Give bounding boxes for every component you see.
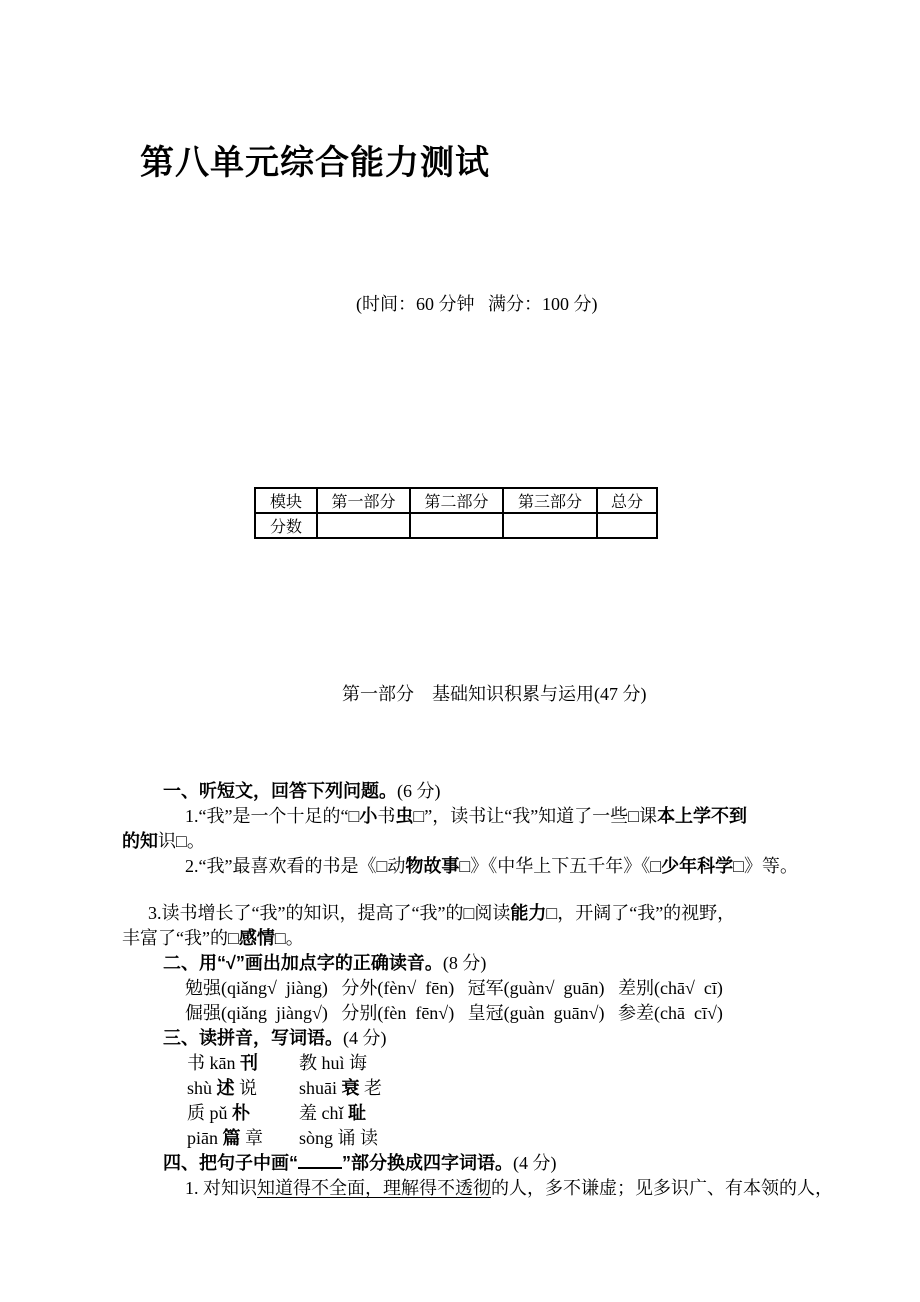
text-run: 1.“我”是一个十足的“□ bbox=[185, 806, 360, 826]
page-title: 第八单元综合能力测试 bbox=[140, 145, 490, 182]
text-run: 的知 bbox=[122, 831, 158, 851]
text-run: 二、用“√”画出加点字的正确读音。 bbox=[163, 953, 443, 973]
text-run: 教 huì 诲 bbox=[299, 1053, 368, 1073]
text-run: 能力 bbox=[510, 903, 547, 923]
text-run: (8 分) bbox=[442, 953, 487, 973]
body-line bbox=[163, 1026, 822, 1051]
text-run: (6 分) bbox=[397, 781, 441, 801]
text-run: 三、读拼音，写词语。 bbox=[163, 1028, 343, 1048]
text-run: 书 kān bbox=[187, 1053, 240, 1073]
text-run: 识□。 bbox=[158, 831, 205, 851]
body-line bbox=[163, 951, 822, 976]
score-cell bbox=[503, 513, 597, 538]
pinyin-column-1 bbox=[187, 1126, 299, 1151]
score-cell bbox=[597, 513, 657, 538]
blank-underline bbox=[298, 1151, 342, 1169]
score-table bbox=[254, 487, 658, 539]
text-run: 耻 bbox=[348, 1103, 366, 1123]
text-run: 2.“我”最喜欢看的书是《□动 bbox=[185, 856, 406, 876]
text-run: 羞 chǐ bbox=[299, 1103, 348, 1123]
pinyin-column-2 bbox=[299, 1101, 366, 1126]
text-run: shuāi bbox=[299, 1078, 342, 1098]
section-heading: 第一部分 基础知识积累与运用(47 分) bbox=[342, 684, 647, 704]
body-line bbox=[122, 926, 822, 951]
text-run: 丰富了“我”的□ bbox=[122, 928, 239, 948]
text-run: 小 bbox=[359, 806, 378, 826]
body-text bbox=[122, 779, 833, 1201]
text-run: piān bbox=[187, 1128, 223, 1148]
text-run: 述 bbox=[216, 1078, 235, 1098]
body-line bbox=[163, 779, 822, 804]
text-run: □”，读书让“我”知道了一些□课 bbox=[413, 806, 658, 826]
body-line bbox=[187, 1051, 822, 1076]
body-line bbox=[148, 901, 822, 926]
text-run: 感情 bbox=[238, 928, 275, 948]
text-run: 朴 bbox=[232, 1103, 250, 1123]
pinyin-column-1 bbox=[187, 1076, 299, 1101]
time-score-line: (时间：60 分钟 满分：100 分) bbox=[356, 294, 598, 314]
text-run: 本上学不到 bbox=[657, 806, 748, 826]
body-line bbox=[185, 1001, 822, 1026]
body-line bbox=[187, 1076, 822, 1101]
text-run: 篇 bbox=[222, 1128, 241, 1148]
body-line bbox=[185, 976, 822, 1001]
text-run: □。 bbox=[274, 928, 304, 948]
pinyin-column-1 bbox=[187, 1051, 299, 1076]
score-table-header-cell: 第一部分 bbox=[317, 488, 410, 513]
text-run: □》《中华上下五千年》《□ bbox=[459, 856, 662, 876]
pinyin-column-1 bbox=[187, 1101, 299, 1126]
text-run: 四、把句子中画“ bbox=[163, 1153, 298, 1173]
text-run: 质 pǔ bbox=[187, 1103, 232, 1123]
body-line bbox=[122, 829, 822, 854]
score-table-header-row bbox=[255, 488, 657, 513]
text-run: 衰 bbox=[341, 1078, 360, 1098]
text-run: 一、听短文，回答下列问题。 bbox=[163, 781, 397, 801]
text-run: 章 bbox=[240, 1128, 263, 1148]
text-run: 1. 对知识 bbox=[185, 1178, 257, 1198]
score-table-score-row bbox=[255, 513, 657, 538]
text-run: 的人，多不谦虚；见多识广、有本领的人， bbox=[491, 1178, 833, 1198]
score-table-header-cell: 第三部分 bbox=[503, 488, 597, 513]
text-run: 勉强(qiǎng√ jiàng) 分外(fèn√ fēn) 冠军(guàn√ guān) 差别(chā√ cī) bbox=[185, 978, 723, 998]
body-line bbox=[187, 1101, 822, 1126]
score-table-header-cell: 模块 bbox=[255, 488, 317, 513]
text-run: sòng 诵 读 bbox=[299, 1128, 379, 1148]
text-run: ”部分换成四字词语。 bbox=[342, 1153, 513, 1173]
body-line bbox=[185, 1176, 833, 1201]
text-run: (4 分) bbox=[513, 1153, 557, 1173]
text-run: 知道得不全面，理解得不透彻 bbox=[257, 1178, 491, 1198]
text-run: 倔强(qiǎng jiàng√) 分别(fèn fēn√) 皇冠(guàn guān√) 参差(chā cī√) bbox=[185, 1003, 723, 1023]
text-run: □》等。 bbox=[733, 856, 798, 876]
text-run: (4 分) bbox=[343, 1028, 387, 1048]
text-run: 书 bbox=[377, 806, 396, 826]
pinyin-column-2 bbox=[299, 1076, 382, 1101]
pinyin-column-2 bbox=[299, 1126, 378, 1151]
score-cell bbox=[410, 513, 503, 538]
body-line bbox=[185, 854, 822, 879]
text-run: 3.读书增长了“我”的知识，提高了“我”的□阅读 bbox=[148, 903, 511, 923]
body-line bbox=[163, 1151, 822, 1176]
text-run: □，开阔了“我”的视野， bbox=[546, 903, 736, 923]
text-run: 虫 bbox=[395, 806, 414, 826]
body-line bbox=[185, 804, 822, 829]
score-table-header-cell: 总分 bbox=[597, 488, 657, 513]
text-run: 物故事 bbox=[405, 856, 460, 876]
score-cell bbox=[317, 513, 410, 538]
body-line bbox=[187, 1126, 822, 1151]
text-run: 老 bbox=[359, 1078, 382, 1098]
score-table-header-cell: 第二部分 bbox=[410, 488, 503, 513]
text-run: 少年科学 bbox=[661, 856, 734, 876]
text-run: 说 bbox=[234, 1078, 258, 1098]
score-row-label: 分数 bbox=[255, 513, 317, 538]
pinyin-column-2 bbox=[299, 1051, 367, 1076]
text-run: 刊 bbox=[240, 1053, 258, 1073]
text-run: shù bbox=[187, 1078, 217, 1098]
